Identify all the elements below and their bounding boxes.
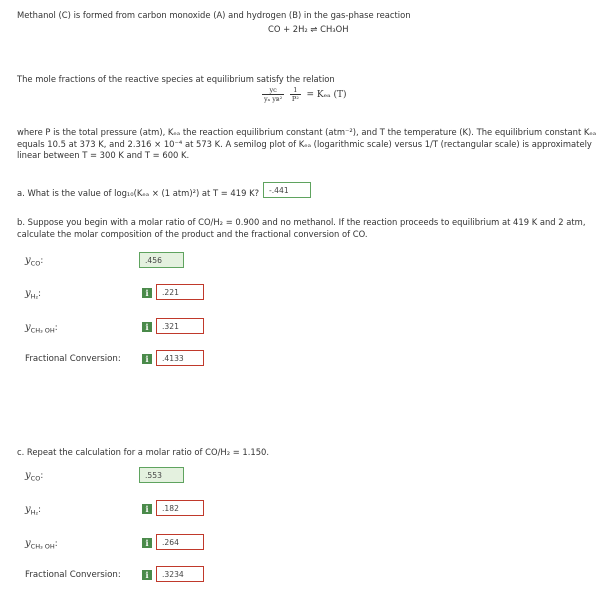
eq-frac2-denominator: P²: [291, 95, 299, 103]
part-b-yco-label: $y_{CO}$:: [25, 255, 44, 268]
part-c-yh2-label: $y_{H_2}$:: [25, 504, 42, 517]
part-c-conversion-input[interactable]: .3234: [156, 566, 204, 582]
info-icon[interactable]: i: [142, 354, 152, 364]
part-b-yh2-input[interactable]: .221: [156, 284, 204, 300]
part-c-question: c. Repeat the calculation for a molar ratio of CO/H₂ = 1.150.: [17, 447, 270, 457]
part-a-question: a. What is the value of log₁₀(Kₑₐ × (1 atm)²) at T = 419 K?: [17, 188, 260, 198]
part-c-conversion-label: Fractional Conversion:: [25, 570, 121, 580]
eq-denominator: yₐ yʙ²: [264, 95, 283, 103]
part-b-conversion-label: Fractional Conversion:: [25, 354, 121, 364]
part-c-yco-label: $y_{CO}$:: [25, 470, 44, 483]
part-b-ymeoh-input[interactable]: .321: [156, 318, 204, 334]
part-c-yco-input[interactable]: .553: [139, 467, 184, 483]
equilibrium-equation: [262, 86, 346, 110]
intro-text: Methanol (C) is formed from carbon monoxide (A) and hydrogen (B) in the gas-phase reaction: [17, 10, 411, 20]
info-icon[interactable]: i: [142, 570, 152, 580]
part-c-ymeoh-label: $y_{CH_3 OH}$:: [25, 538, 58, 551]
part-c-yh2-input[interactable]: .182: [156, 500, 204, 516]
part-b-yco-input[interactable]: .456: [139, 252, 184, 268]
relation-intro: The mole fractions of the reactive species at equilibrium satisfy the relation: [17, 74, 335, 84]
info-icon[interactable]: i: [142, 288, 152, 298]
info-icon[interactable]: i: [142, 322, 152, 332]
part-b-question: b. Suppose you begin with a molar ratio of CO/H₂ = 0.900 and no methanol. If the reaction proceeds to equilibrium at 419 K and 2 atm, calculate the molar composition of the product and the fractional conversion of CO.: [17, 217, 586, 239]
explanation-text: where P is the total pressure (atm), Kₑₐ the reaction equilibrium constant (atm⁻²), and T the temperature (K). The equilibrium constant Kₑₐ equals 10.5 at 373 K, and 2.316 × 10⁻⁴ at 573 K. A semilog plot of Kₑₐ (logarithmic scale) versus 1/T (rectangular scale) is approximately linear between T = 300 K and T = 600 K.: [17, 127, 597, 160]
part-c-ymeoh-input[interactable]: .264: [156, 534, 204, 550]
eq-frac2-numerator: 1: [290, 86, 301, 95]
part-b-conversion-input[interactable]: .4133: [156, 350, 204, 366]
eq-rhs: = Kₑₐ (T): [306, 89, 347, 100]
part-b-ymeoh-label: $y_{CH_3 OH}$:: [25, 322, 58, 335]
eq-numerator: yᴄ: [262, 86, 284, 95]
reaction-equation: CO + 2H₂ ⇌ CH₃OH: [268, 24, 349, 34]
info-icon[interactable]: i: [142, 504, 152, 514]
part-b-yh2-label: $y_{H_2}$:: [25, 288, 42, 301]
info-icon[interactable]: i: [142, 538, 152, 548]
part-a-answer-input[interactable]: -.441: [263, 182, 311, 198]
